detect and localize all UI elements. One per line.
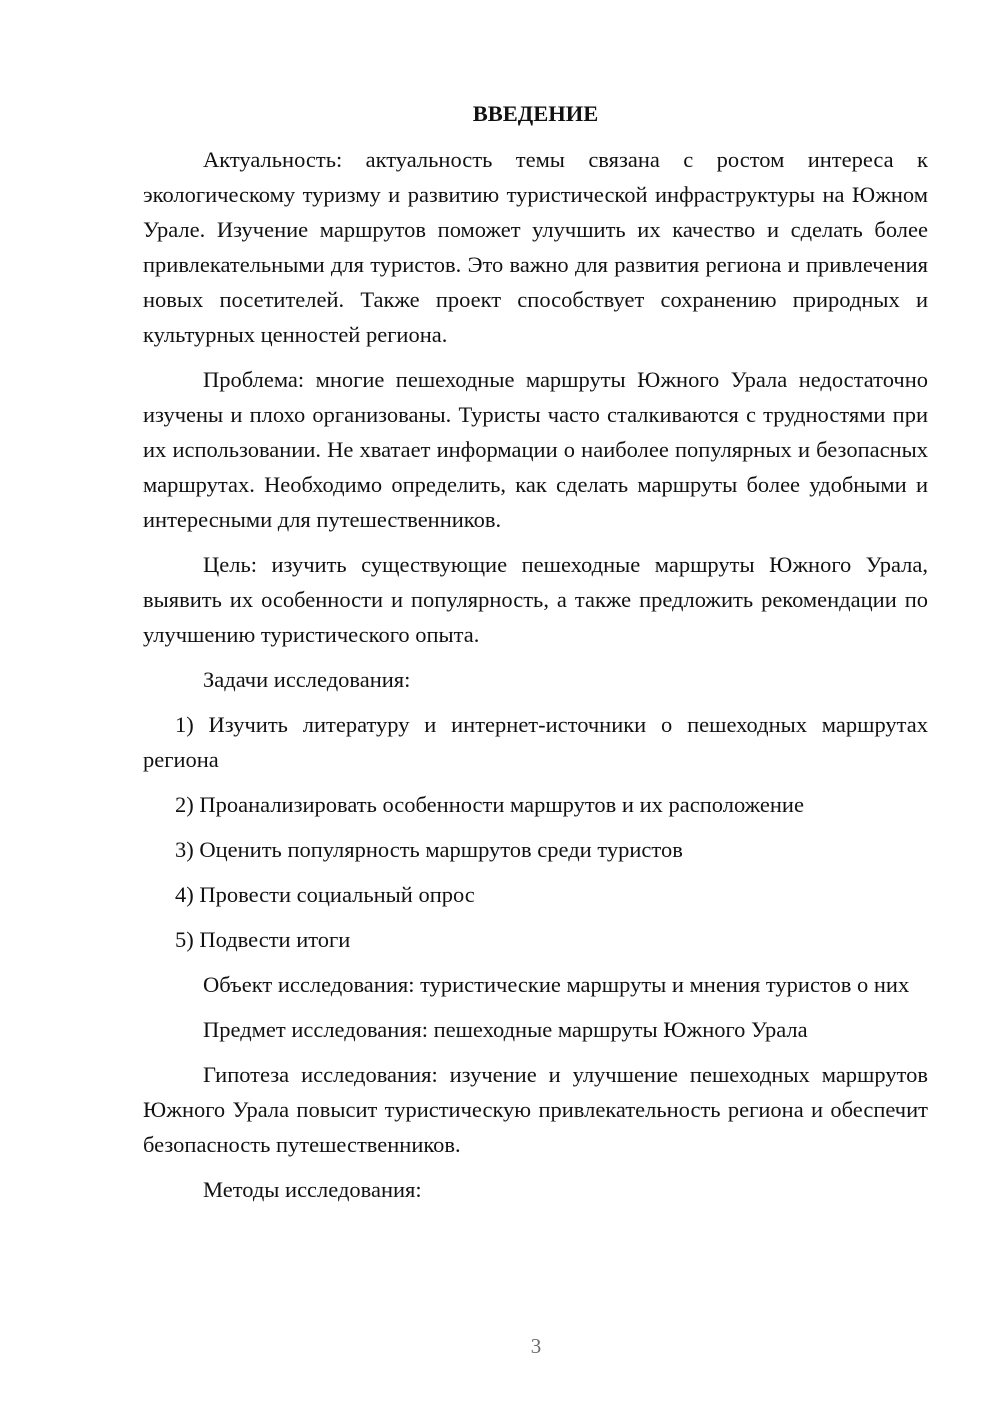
document-body <box>143 96 928 1217</box>
task-item-3: 3) Оценить популярность маршрутов среди туристов <box>175 837 683 862</box>
task-item-4: 4) Провести социальный опрос <box>175 882 475 907</box>
paragraph-goal: Цель: изучить существующие пешеходные маршруты Южного Урала, выявить их особенности и популярность, а также предложить рекомендации по улучшению туристического опыта. <box>143 552 928 647</box>
page-title: ВВЕДЕНИЕ <box>472 101 599 126</box>
task-item-5: 5) Подвести итоги <box>175 927 351 952</box>
paragraph-problem: Проблема: многие пешеходные маршруты Южного Урала недостаточно изучены и плохо организованы. Туристы часто сталкиваются с трудностями при их использовании. Не хватает информации о наиболее популярных и безопасных маршрутах. Необходимо определить, как сделать маршруты более удобными и интересными для путешественников. <box>143 367 928 532</box>
page-number: 3 <box>530 1334 542 1358</box>
task-item-2: 2) Проанализировать особенности маршрутов и их расположение <box>175 792 804 817</box>
paragraph-subject: Предмет исследования: пешеходные маршруты Южного Урала <box>203 1017 808 1042</box>
task-item-1: 1) Изучить литературу и интернет-источники о пешеходных маршрутах региона <box>143 712 928 772</box>
tasks-heading: Задачи исследования: <box>203 667 411 692</box>
paragraph-object: Объект исследования: туристические маршруты и мнения туристов о них <box>203 972 910 997</box>
paragraph-relevance: Актуальность: актуальность темы связана с ростом интереса к экологическому туризму и развитию туристической инфраструктуры на Южном Урале. Изучение маршрутов поможет улучшить их качество и сделать более привлекательными для туристов. Это важно для развития региона и привлечения новых посетителей. Также проект способствует сохранению природных и культурных ценностей региона. <box>143 147 928 347</box>
methods-heading: Методы исследования: <box>203 1177 422 1202</box>
paragraph-hypothesis: Гипотеза исследования: изучение и улучшение пешеходных маршрутов Южного Урала повысит туристическую привлекательность региона и обеспечит безопасность путешественников. <box>143 1062 928 1157</box>
